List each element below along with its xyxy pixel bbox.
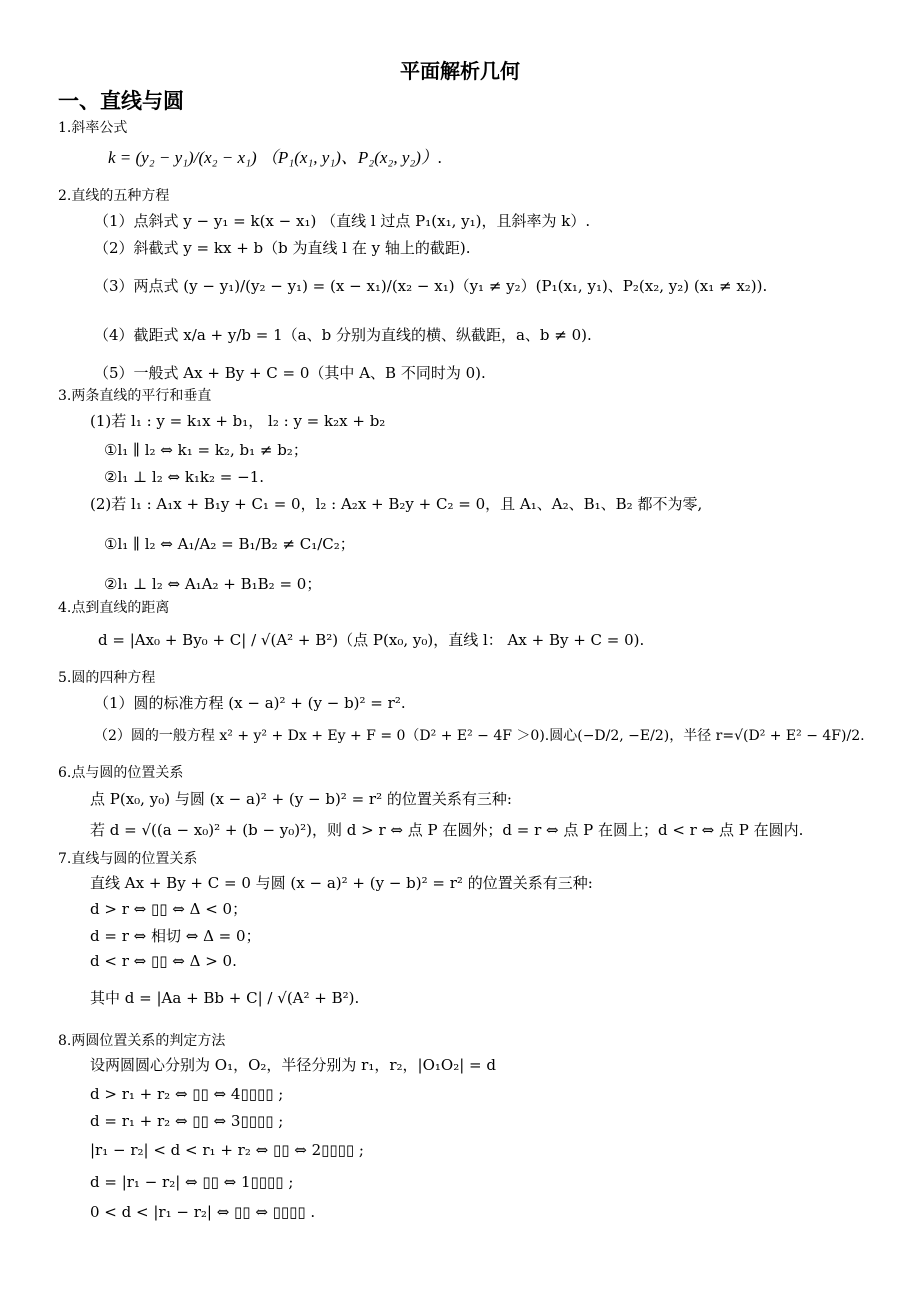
formula-line: ②l₁ ⊥ l₂ ⇔ A₁A₂ + B₁B₂ = 0； (104, 575, 322, 593)
formula-line: 点 P(x₀, y₀) 与圆 (x − a)² + (y − b)² = r² 的位置关系有三种: (90, 790, 512, 808)
formula-line: （1）圆的标准方程 (x − a)² + (y − b)² = r². (94, 694, 406, 712)
formula-line: ②l₁ ⊥ l₂ ⇔ k₁k₂ = −1. (104, 468, 265, 486)
formula-line: |r₁ − r₂| < d < r₁ + r₂ ⇔ ▯▯ ⇔ 2▯▯▯▯ ; (90, 1141, 364, 1159)
formula-line: d < r ⇔ ▯▯ ⇔ Δ > 0. (90, 952, 237, 970)
subsection-heading: 5.圆的四种方程 (58, 670, 156, 686)
formula-line: 直线 Ax + By + C = 0 与圆 (x − a)² + (y − b)² = r² 的位置关系有三种: (90, 874, 593, 892)
formula-line: （2）斜截式 y = kx + b（b 为直线 l 在 y 轴上的截距). (94, 239, 471, 257)
formula-line: ①l₁ ∥ l₂ ⇔ k₁ = k₂, b₁ ≠ b₂； (104, 441, 308, 459)
subsection-heading: 1.斜率公式 (58, 120, 128, 136)
formula-line: 其中 d = |Aa + Bb + C| / √(A² + B²). (90, 989, 360, 1007)
subsection-heading: 3.两条直线的平行和垂直 (58, 388, 212, 404)
formula-line: ①l₁ ∥ l₂ ⇔ A₁/A₂ = B₁/B₂ ≠ C₁/C₂； (104, 535, 355, 553)
formula-line: d = r ⇔ 相切 ⇔ Δ = 0； (90, 927, 261, 945)
formula-line: k = (y₂ − y₁)/(x₂ − x₁) （P₁(x₁, y₁)、P₂(x₂, y₂)）. (108, 148, 443, 167)
formula-line: （2）圆的一般方程 x² + y² + Dx + Ey + F = 0（D² + E² − 4F ＞0).圆心(−D/2, −E/2)，半径 r=√(D² + E² − 4F)/2. (94, 728, 865, 744)
formula-line: （4）截距式 x/a + y/b = 1（a、b 分别为直线的横、纵截距，a、b ≠ 0). (94, 326, 592, 344)
formula-line: (2)若 l₁ : A₁x + B₁y + C₁ = 0，l₂ : A₂x + B₂y + C₂ = 0，且 A₁、A₂、B₁、B₂ 都不为零, (90, 495, 703, 513)
formula-line: 若 d = √((a − x₀)² + (b − y₀)²)，则 d > r ⇔ 点 P 在圆外；d = r ⇔ 点 P 在圆上；d < r ⇔ 点 P 在圆内. (90, 821, 804, 839)
page-title: 平面解析几何 (400, 59, 520, 83)
subsection-heading: 6.点与圆的位置关系 (58, 765, 184, 781)
formula-line: d > r ⇔ ▯▯ ⇔ Δ < 0； (90, 900, 248, 918)
formula-line: （5）一般式 Ax + By + C = 0（其中 A、B 不同时为 0). (94, 364, 486, 382)
subsection-heading: 8.两圆位置关系的判定方法 (58, 1033, 226, 1049)
formula-line: d = |r₁ − r₂| ⇔ ▯▯ ⇔ 1▯▯▯▯ ; (90, 1173, 294, 1191)
section-heading: 一、直线与圆 (58, 89, 184, 113)
subsection-heading: 4.点到直线的距离 (58, 600, 170, 616)
formula-line: （1）点斜式 y − y₁ = k(x − x₁) （直线 l 过点 P₁(x₁, y₁)，且斜率为 k）. (94, 212, 591, 230)
formula-line: （3）两点式 (y − y₁)/(y₂ − y₁) = (x − x₁)/(x₂ − x₁)（y₁ ≠ y₂）(P₁(x₁, y₁)、P₂(x₂, y₂) (x₁ ≠ x₂)). (94, 277, 768, 295)
formula-line: d = |Ax₀ + By₀ + C| / √(A² + B²)（点 P(x₀, y₀)，直线 l： Ax + By + C = 0). (98, 631, 645, 649)
subsection-heading: 7.直线与圆的位置关系 (58, 851, 198, 867)
formula-line: d = r₁ + r₂ ⇔ ▯▯ ⇔ 3▯▯▯▯ ; (90, 1112, 284, 1130)
formula-line: 设两圆圆心分别为 O₁，O₂，半径分别为 r₁，r₂，|O₁O₂| = d (90, 1056, 496, 1074)
formula-line: (1)若 l₁ : y = k₁x + b₁， l₂ : y = k₂x + b₂ (90, 412, 386, 430)
formula-line: d > r₁ + r₂ ⇔ ▯▯ ⇔ 4▯▯▯▯ ; (90, 1085, 284, 1103)
subsection-heading: 2.直线的五种方程 (58, 188, 170, 204)
formula-line: 0 < d < |r₁ − r₂| ⇔ ▯▯ ⇔ ▯▯▯▯ . (90, 1203, 316, 1221)
